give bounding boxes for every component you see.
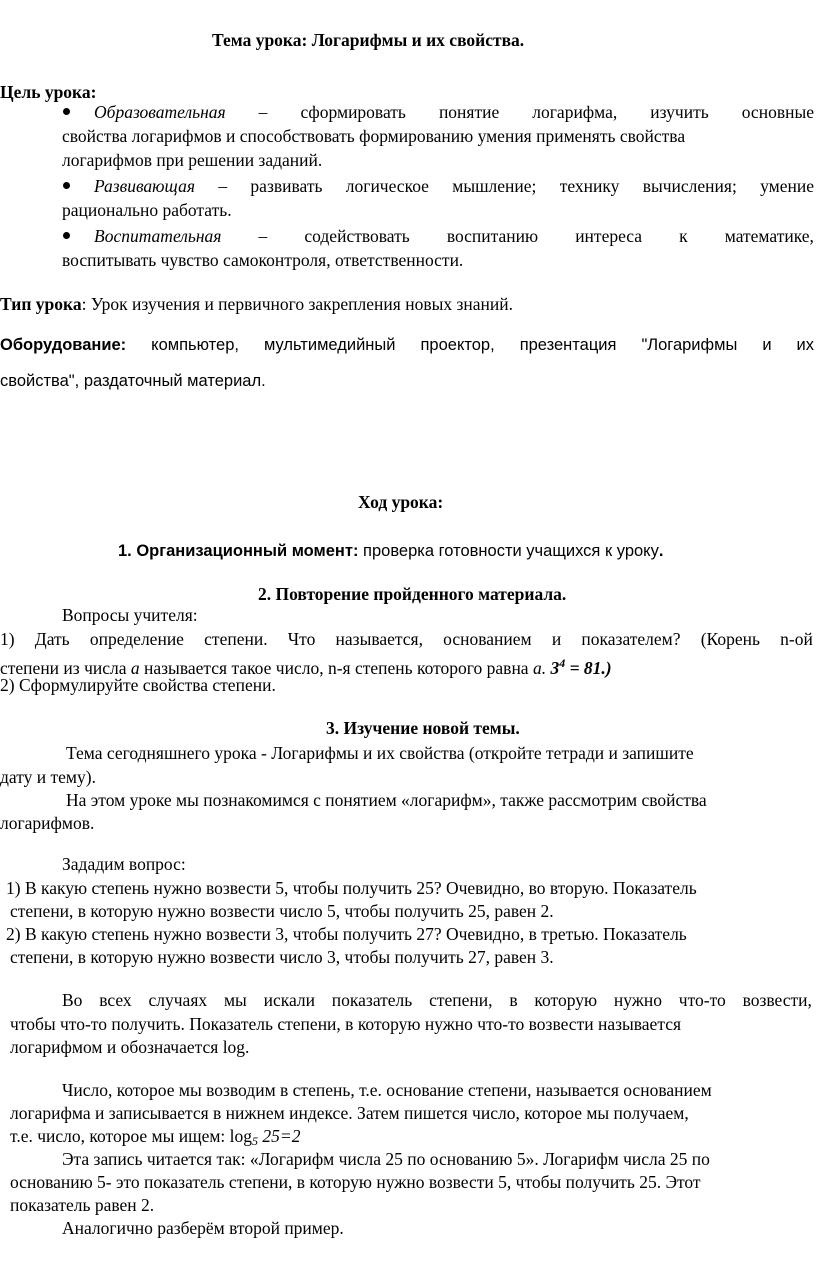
- log-base-line3: т.е. число, которое мы ищем: $\log_5 25=2$: [10, 1126, 301, 1148]
- goal-item-label: Развивающая: [94, 176, 196, 196]
- lesson-type-label: Тип урока: [0, 294, 82, 314]
- question-1-line2: степени из числа а называется такое число, n-я степень которого равна а. $3^4 = 81$.): [0, 656, 612, 678]
- equipment-line2: свойства", раздаточный материал.: [0, 372, 266, 390]
- goal-item-upbringing-line2: воспитывать чувство самоконтроля, ответственности.: [62, 250, 464, 270]
- topic-line2: дату и тему).: [0, 767, 96, 787]
- section-2-heading: 2. Повторение пройденного материала.: [258, 584, 567, 604]
- goal-item-developing-line2: рационально работать.: [62, 200, 232, 220]
- bullet-icon: [63, 232, 70, 239]
- goal-heading: Цель урока:: [0, 82, 97, 102]
- bullet-icon: [63, 108, 70, 115]
- log-definition-line3: логарифмом и обозначается log.: [10, 1037, 250, 1057]
- goal-item-developing-line1: Развивающая – развивать логическое мышление; технику вычисления; умение: [94, 176, 814, 196]
- bullet-icon: [63, 182, 70, 189]
- goal-item-label: Воспитательная: [94, 226, 222, 246]
- goal-item-educational-line2: свойства логарифмов и способствовать формированию умения применять свойства: [62, 126, 686, 146]
- question-2: 2) Сформулируйте свойства степени.: [0, 675, 276, 695]
- intro-line1: На этом уроке мы познакомимся с понятием «логарифм», также рассмотрим свойства: [66, 790, 707, 810]
- topic-line1: Тема сегодняшнего урока - Логарифмы и их свойства (откройте тетради и запишите: [66, 743, 694, 763]
- goal-item-educational-line3: логарифмов при решении заданий.: [62, 150, 323, 170]
- example-1-line2: степени, в которую нужно возвести число 5, чтобы получить 25, равен 2.: [10, 901, 554, 921]
- goal-item-upbringing-line1: Воспитательная – содействовать воспитанию интереса к математике,: [94, 226, 814, 246]
- example-2-line1: 2) В какую степень нужно возвести 3, чтобы получить 27? Очевидно, в третью. Показатель: [6, 924, 687, 944]
- section-1-label: 1. Организационный момент:: [118, 542, 359, 560]
- page-title: Тема урока: Логарифмы и их свойства.: [212, 30, 525, 50]
- question-1-line1: 1) Дать определение степени. Что называется, основанием и показателем? (Корень n-ой: [0, 629, 813, 649]
- log-reading-line1: Эта запись читается так: «Логарифм числа 25 по основанию 5». Логарифм числа 25 по: [62, 1149, 710, 1169]
- log-definition-line1: Во всех случаях мы искали показатель степени, в которую нужно что-то возвести,: [62, 990, 812, 1010]
- equipment-label: Оборудование:: [0, 336, 127, 354]
- log-definition-line2: чтобы что-то получить. Показатель степени, в которую нужно что-то возвести называется: [10, 1014, 682, 1034]
- equipment-line1: Оборудование: компьютер, мультимедийный проектор, презентация "Логарифмы и их: [0, 332, 814, 358]
- log-base-line2: логарифма и записывается в нижнем индексе. Затем пишется число, которое мы получаем,: [10, 1103, 689, 1123]
- question-prompt: Зададим вопрос:: [62, 854, 186, 874]
- log-base-line1: Число, которое мы возводим в степень, т.е. основание степени, называется основанием: [62, 1080, 712, 1100]
- log-reading-line2: основанию 5- это показатель степени, в которую нужно возвести 5, чтобы получить 25. Этот: [10, 1172, 701, 1192]
- log-reading-line3: показатель равен 2.: [10, 1195, 155, 1215]
- goal-item-educational-line1: Образовательная – сформировать понятие логарифма, изучить основные: [94, 102, 814, 122]
- example-1-line1: 1) В какую степень нужно возвести 5, чтобы получить 25? Очевидно, во вторую. Показатель: [6, 878, 697, 898]
- course-heading: Ход урока:: [358, 492, 444, 512]
- second-example-note: Аналогично разберём второй пример.: [62, 1218, 344, 1238]
- example-2-line2: степени, в которую нужно возвести число 3, чтобы получить 27, равен 3.: [10, 947, 554, 967]
- goal-item-label: Образовательная: [94, 102, 226, 122]
- teacher-questions-intro: Вопросы учителя:: [62, 605, 198, 625]
- section-3-heading: 3. Изучение новой темы.: [326, 718, 520, 738]
- lesson-type: [0, 292, 513, 316]
- lesson-type-text: : Урок изучения и первичного закрепления новых знаний.: [81, 294, 513, 314]
- section-1: 1. Организационный момент: проверка готовности учащихся к уроку.: [118, 542, 664, 560]
- intro-line2: логарифмов.: [0, 813, 95, 833]
